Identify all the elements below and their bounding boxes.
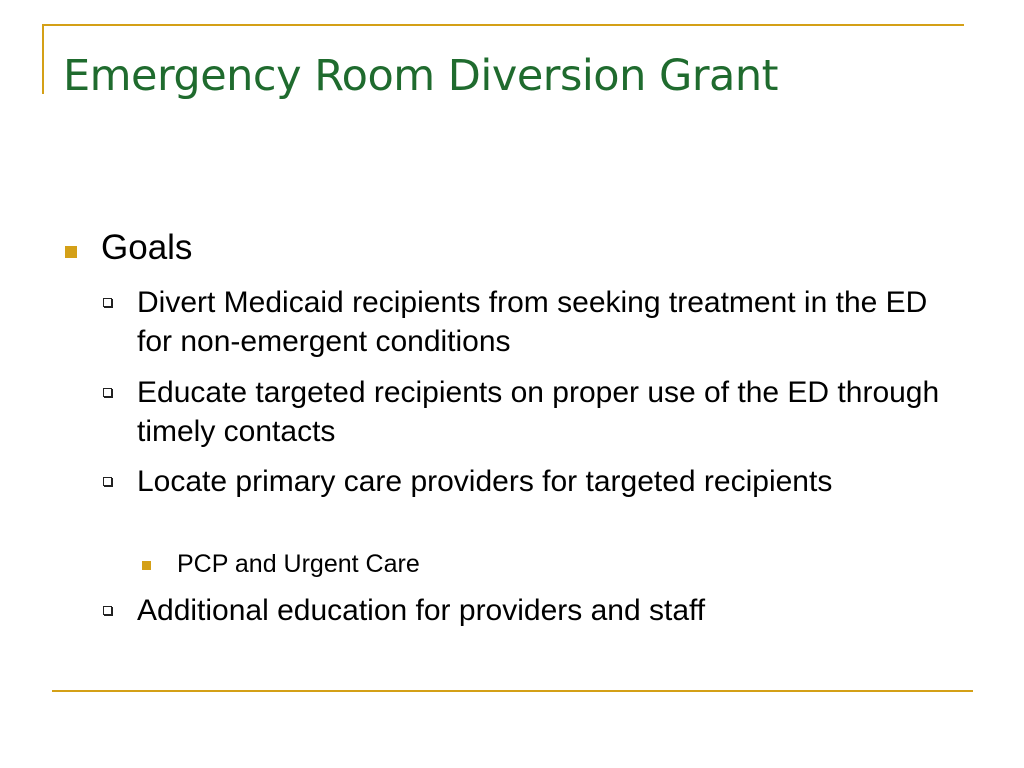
goals-heading: Goals [101, 228, 193, 267]
goal-item-educate: Educate targeted recipients on proper use of the ED through timely contacts [137, 376, 940, 448]
goals-bullet-icon [65, 246, 77, 258]
item-4-bullet-icon [103, 606, 112, 615]
goal-item-locate: Locate primary care providers for targeted recipients [137, 465, 833, 498]
goal-item-divert: Divert Medicaid recipients from seeking treatment in the ED for non-emergent conditions [137, 286, 928, 358]
sub-item-pcp: PCP and Urgent Care [177, 550, 420, 578]
sub-item-bullet-icon [142, 561, 151, 570]
bottom-rule [52, 690, 973, 692]
slide-title: Emergency Room Diversion Grant [63, 51, 778, 101]
item-3-bullet-icon [103, 477, 112, 486]
item-1-bullet-icon [103, 298, 112, 307]
item-2-bullet-icon [103, 388, 112, 397]
goal-item-additional: Additional education for providers and staff [137, 594, 706, 627]
